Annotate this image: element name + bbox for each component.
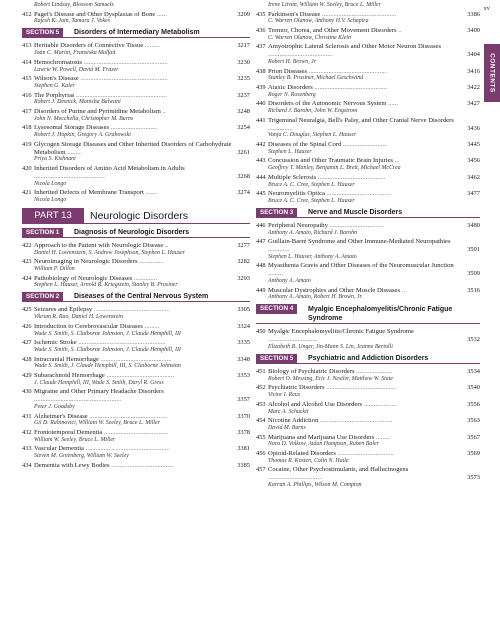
entry-page: 3237 — [237, 91, 250, 99]
section-title: Disorders of Intermediary Metabolism — [74, 29, 200, 37]
toc-entry-430[interactable]: 430 Migraine and Other Primary Headache Disorders ..................................................... 3357 Peter J. Goadsby — [22, 388, 250, 411]
entry-page: 3400 — [467, 26, 480, 34]
entry-authors: Daniel H. Lowenstein, S. Andrew Josephson, Stephen L. Hauser — [34, 249, 186, 256]
entry-authors: Anthony A. Amato — [268, 278, 311, 285]
entry-title: Pathobiology of Neurologic Diseases — [34, 274, 133, 282]
section-label: SECTION 5 — [22, 28, 63, 38]
toc-entry-416[interactable]: 416 The Porphyrias ....................................................... 3237 Robert J. Desnick, Manisha Balwani — [22, 91, 250, 106]
toc-entry-418[interactable]: 418 Lysosomal Storage Diseases ............................ 3254 Robert J. Hopkin, Gregory A. Grabowski — [22, 124, 250, 139]
entry-title: Introduction to Cerebrovascular Diseases — [34, 322, 143, 330]
section-title: Diagnosis of Neurologic Disorders — [74, 228, 190, 236]
entry-page: 3385 — [237, 461, 250, 469]
entry-title: Neuroimaging in Neurologic Disorders — [34, 258, 138, 266]
entry-title: Tremor, Chorea, and Other Movement Disorders — [268, 26, 397, 34]
entry-title: Myalgic Encephalomyelitis/Chronic Fatigue Syndrome — [268, 328, 414, 336]
toc-entry-438[interactable]: 438 Prion Diseases ............................................... 3416 Stanley B. Prusiner, Michael Geschwind — [256, 67, 480, 82]
entry-page: 3386 — [467, 10, 480, 18]
toc-entry-412[interactable]: 412 Paget's Disease and Other Dysplasias of Bone ...... 3209 Rajesh K. Jain, Tamara J. Vokes — [22, 10, 250, 25]
toc-entry-417[interactable]: 417 Disorders of Purine and Pyrimidine Metabolism .. 3248 John N. Mecchella, Christopher M. Burns — [22, 107, 250, 122]
entry-page: 3261 — [237, 148, 250, 156]
toc-entry-429[interactable]: 429 Subarachnoid Hemorrhage ......................................... 3353 J. Claude Hemphill, III, Wade S. Smith, Daryl R. Gress — [22, 372, 250, 386]
entry-title: Inherited Disorders of Amino Acid Metabolism in Adults — [34, 164, 185, 172]
toc-entry-444[interactable]: 444 Multiple Sclerosis ......................................... 3462 Bruce A. C. Cree, Stephen L. Hauser — [256, 173, 480, 188]
section-label: SECTION 4 — [256, 304, 297, 314]
entry-page: 3477 — [467, 190, 480, 198]
toc-entry-452[interactable]: 452 Psychiatric Disorders .......................................... 3540 Victor I. Reus — [256, 384, 480, 399]
toc-column-left — [22, 2, 250, 471]
entry-title: Frontotemporal Dementia — [34, 429, 103, 437]
entry-authors: Marc A. Schuckit — [268, 408, 309, 415]
entry-title: Alzheimer's Disease — [34, 412, 88, 420]
toc-entry-421[interactable]: 421 Inherited Defects of Membrane Transport ....... 3274 Nicola Longo — [22, 189, 250, 203]
entry-authors: Nora D. Volkow, Aidan Hampson, Ruben Baler — [268, 441, 379, 448]
section-header-2-central-nervous-system — [22, 292, 250, 302]
entry-title: Hemochromatosis — [34, 58, 82, 66]
toc-entry-433[interactable]: 433 Vascular Dementia ................................................... 3381 Steven M. Greenberg, William W. Seeley — [22, 445, 250, 460]
entry-page: 3569 — [467, 450, 480, 457]
section-label: SECTION 5 — [256, 354, 297, 364]
entry-page: 3324 — [237, 322, 250, 330]
part-title: Neurologic Disorders — [90, 209, 189, 222]
entry-authors: Robert H. Brown, Jr — [268, 58, 317, 65]
entry-title: Psychiatric Disorders — [268, 384, 325, 392]
entry-title: Heritable Disorders of Connective Tissue — [34, 42, 144, 50]
entry-authors: Thomas R. Kosten, Colin N. Haile — [268, 457, 349, 464]
entry-title: Trigeminal Neuralgia, Bell's Palsy, and Other Cranial Nerve Disorders — [268, 116, 454, 124]
entry-page: 3462 — [467, 173, 480, 181]
entry-page: 3357 — [237, 396, 250, 404]
entry-authors: C. Warren Olanow, Christine Klein — [268, 34, 351, 41]
toc-entry-440[interactable]: 440 Disorders of the Autonomic Nervous System ...... 3427 Richard J. Barohn, John W. Engstrom — [256, 100, 480, 115]
entry-authors: Karran A. Phillips, Wilson M. Compton — [268, 481, 362, 488]
entry-page: 3254 — [237, 124, 250, 132]
entry-title: Subarachnoid Hemorrhage — [34, 372, 105, 380]
entry-title: Approach to the Patient with Neurologic Disease — [34, 241, 164, 249]
entry-title: Vascular Dementia — [34, 445, 84, 453]
entry-authors: Anthony A. Amato, Richard J. Barohn — [268, 229, 358, 236]
entry-page: 3217 — [237, 42, 250, 50]
section-label: SECTION 3 — [256, 208, 297, 218]
entry-page: 3209 — [237, 10, 250, 18]
contents-tab-label: CONTENTS — [488, 53, 496, 93]
entry-authors: Nicola Longo — [34, 180, 67, 187]
entry-title: Disorders of Purine and Pyrimidine Metabolism — [34, 107, 161, 115]
entry-authors: Steven M. Greenberg, William W. Seeley — [34, 453, 129, 460]
entry-authors: Stephen L. Hauser — [268, 148, 312, 155]
entry-authors: Stephen G. Kaler — [34, 82, 75, 89]
entry-title: Opioid-Related Disorders — [268, 450, 336, 457]
entry-page: 3305 — [237, 306, 250, 314]
entry-page: 3456 — [467, 157, 480, 165]
entry-authors: Geoffrey T. Manley, Benjamin L. Brett, Michael McCrea — [268, 165, 401, 172]
entry-authors: Irene Litvan, William W. Seeley, Bruce L. Miller — [268, 2, 381, 8]
section-header-5-psychiatric-addiction — [256, 354, 480, 364]
entry-title: Peripheral Neuropathy — [268, 221, 328, 229]
entry-title: Paget's Disease and Other Dysplasias of Bone — [34, 10, 156, 18]
section-title: Myalgic Encephalomyelitis/Chronic Fatigue Syndrome — [308, 305, 453, 323]
section-title: Diseases of the Central Nervous System — [74, 293, 209, 301]
entry-page: 3378 — [237, 429, 250, 437]
section-header-1-diagnosis — [22, 228, 250, 238]
toc-entry-437[interactable]: 437 Amyotrophic Lateral Sclerosis and Other Motor Neuron Diseases ....................................... 3404 Robert H. Brown, Jr — [256, 43, 480, 65]
entry-page: 3563 — [467, 417, 480, 425]
entry-title: Marijuana and Marijuana Use Disorders — [268, 433, 375, 441]
entry-page: 3436 — [467, 124, 480, 132]
entry-page: 3416 — [467, 67, 480, 75]
toc-entry-431[interactable]: 431 Alzheimer's Disease ............................................... 3370 Gil D. Rabinovici, William W. Seeley, Bruce L. Miller — [22, 412, 250, 427]
entry-title: Ischemic Stroke — [34, 339, 77, 347]
section-header-5-intermediary-metabolism — [22, 28, 250, 38]
entry-page: 3293 — [237, 274, 250, 282]
entry-page: 3282 — [237, 258, 250, 266]
toc-column-right — [256, 2, 480, 491]
toc-entry-456[interactable]: 456 Opioid-Related Disorders .................................. 3569 Thomas R. Kosten, Colin N. Haile — [256, 450, 480, 464]
entry-page: 3516 — [467, 286, 480, 294]
entry-page: 3230 — [237, 58, 250, 66]
section-label: SECTION 2 — [22, 292, 63, 302]
toc-entry-419[interactable]: 419 Glycogen Storage Diseases and Other Inherited Disorders of Carbohydrate Metabolism ......... 3261 Priya S. Kishnani — [22, 140, 250, 163]
entry-authors: William W. Seeley, Bruce L. Miller — [34, 436, 116, 443]
entry-authors: Peter J. Goadsby — [34, 404, 75, 411]
entry-page: 3573 — [467, 474, 480, 482]
toc-entry-442[interactable]: 442 Diseases of the Spinal Cord ........................... 3445 Stephen L. Hauser — [256, 140, 480, 155]
entry-page: 3370 — [237, 412, 250, 420]
entry-authors: Wade S. Smith, S. Claiborne Johnston, J. Claude Hemphill, III — [34, 330, 181, 337]
entry-title: Amyotrophic Lateral Sclerosis and Other Motor Neuron Diseases — [268, 43, 442, 51]
entry-title: Migraine and Other Primary Headache Disorders — [34, 388, 164, 396]
toc-entry-414[interactable]: 414 Hemochromatosis ................................................... 3230 Lawrie W. Powell, David M. Frazer — [22, 58, 250, 73]
entry-authors: Robert J. Hopkin, Gregory A. Grabowski — [34, 132, 131, 139]
toc-entry-443[interactable]: 443 Concussion and Other Traumatic Brain Injuries .. 3456 Geoffrey T. Manley, Benjamin L. Brett, Michael McCrea — [256, 157, 480, 172]
entry-title: Multiple Sclerosis — [268, 173, 317, 181]
toc-entry-415[interactable]: 415 Wilson's Disease ..................................................... 3235 Stephen G. Kaler — [22, 75, 250, 89]
contents-side-tab[interactable] — [484, 44, 500, 102]
entry-authors: David M. Burns — [268, 425, 306, 432]
section-header-3-nerve-muscle — [256, 208, 480, 218]
entry-authors: William P. Dillon — [34, 266, 75, 273]
entry-title: Ataxic Disorders — [268, 83, 313, 91]
toc-entry-446[interactable]: 446 Peripheral Neuropathy ................................. 3480 Anthony A. Amato, Richard J. Barohn — [256, 221, 480, 236]
toc-entry-425[interactable]: 425 Seizures and Epilepsy .............................................. 3305 Vikram R. Rao, Daniel H. Lowenstein — [22, 306, 250, 321]
toc-entry-451[interactable]: 451 Biology of Psychiatric Disorders ...................... 3534 Robert O. Messing, Eric J. Nestler, Matthew W. State — [256, 368, 480, 382]
entry-authors: Stephen L. Hauser, Arnold R. Kriegstein, Stanley B. Prusiner — [34, 282, 178, 289]
entry-title: Muscular Dystrophies and Other Muscle Diseases — [268, 286, 401, 294]
entry-page: 3427 — [467, 100, 480, 108]
entry-page: 3335 — [237, 339, 250, 347]
entry-title: Alcohol and Alcohol Use Disorders — [268, 400, 363, 408]
toc-entry-450[interactable]: 450 Myalgic Encephalomyelitis/Chronic Fatigue Syndrome .............................. 3532 Elizabeth R. Unger, Jin-Mann S. Lin, Jeanne Bertolli — [256, 328, 480, 351]
entry-title: Seizures and Epilepsy — [34, 306, 93, 314]
toc-entry-448[interactable]: 448 Myasthenia Gravis and Other Diseases of the Neuromuscular Junction ......... 3509 Anthony A. Amato — [256, 262, 480, 285]
toc-entry-424[interactable]: 424 Pathobiology of Neurologic Diseases .............. 3293 Stephen L. Hauser, Arnold R. Kriegstein, Stanley B. Prusiner — [22, 274, 250, 289]
toc-entry-439[interactable]: 439 Ataxic Disorders ............................................ 3422 Roger N. Rosenberg — [256, 83, 480, 98]
entry-page: 3532 — [467, 336, 480, 344]
toc-entry-413[interactable]: 413 Heritable Disorders of Connective Tissue ......... 3217 Joan C. Marini, Fransiska Malfait — [22, 42, 250, 57]
section-header-4-mecfs — [256, 304, 480, 324]
section-title: Nerve and Muscle Disorders — [308, 208, 403, 216]
toc-entry-432[interactable]: 432 Frontotemporal Dementia ....................................... 3378 William W. Seeley, Bruce L. Miller — [22, 429, 250, 443]
entry-title: Guillain-Barré Syndrome and Other Immune-Mediated Neuropathies — [268, 238, 451, 246]
part-label: PART 13 — [22, 208, 84, 224]
entry-authors: Wade S. Smith, S. Claiborne Johnston, J. Claude Hemphill, III — [34, 347, 181, 354]
entry-title: Cocaine, Other Psychostimulants, and Hallucinogens — [268, 466, 409, 474]
entry-page: 3248 — [237, 107, 250, 115]
entry-authors: Roger N. Rosenberg — [268, 91, 316, 98]
entry-page: 3480 — [467, 221, 480, 229]
entry-authors: Victor I. Reus — [268, 392, 301, 399]
entry-page: 3274 — [237, 189, 250, 197]
entry-authors: Anthony A. Amato, Robert H. Brown, Jr. — [268, 294, 363, 301]
entry-page: 3404 — [467, 51, 480, 59]
entry-authors: Wade S. Smith, J. Claude Hemphill, III, S. Claiborne Johnston — [34, 363, 181, 370]
entry-title: Diseases of the Spinal Cord — [268, 140, 342, 148]
toc-entry-457[interactable]: 457 Cocaine, Other Psychostimulants, and Hallucinogens ................................. 3573 Karran A. Phillips, Wilson M. Compton — [256, 466, 480, 488]
entry-authors: Bruce A. C. Cree, Stephen L. Hauser — [268, 181, 355, 188]
entry-authors: Priya S. Kishnani — [34, 156, 76, 163]
entry-page: 3268 — [237, 172, 250, 180]
toc-entry-434[interactable]: 434 Dementia with Lewy Bodies ...................................... 3385 — [22, 461, 250, 469]
entry-page: 3567 — [467, 433, 480, 441]
entry-title: Concussion and Other Traumatic Brain Injuries — [268, 157, 394, 165]
entry-page: 3540 — [467, 384, 480, 392]
section-title: Psychiatric and Addiction Disorders — [308, 355, 429, 363]
entry-authors: Gil D. Rabinovici, William W. Seeley, Bruce L. Miller — [34, 420, 160, 427]
entry-authors: Joan C. Marini, Fransiska Malfait — [34, 50, 116, 57]
entry-authors: Stanley B. Prusiner, Michael Geschwind — [268, 75, 364, 82]
entry-title: Prion Diseases — [268, 67, 308, 75]
entry-title: Intracranial Hemorrhage — [34, 355, 99, 363]
toc-entry-445[interactable]: 445 Neuromyelitis Optica ....................................... 3477 Bruce A. C. Cree, Stephen L. Hauser — [256, 190, 480, 204]
toc-entry-423[interactable]: 423 Neuroimaging in Neurologic Disorders ............... 3282 William P. Dillon — [22, 258, 250, 273]
entry-authors: J. Claude Hemphill, III, Wade S. Smith, Daryl R. Gress — [34, 379, 164, 386]
entry-title: Nicotine Addiction — [268, 417, 319, 425]
toc-entry-428[interactable]: 428 Intracranial Hemorrhage ........................................... 3348 Wade S. Smith, J. Claude Hemphill, III, S. Claiborne Johnston — [22, 355, 250, 370]
toc-entry-426[interactable]: 426 Introduction to Cerebrovascular Diseases ......... 3324 Wade S. Smith, S. Claiborne Johnston, J. Claude Hemphill, III — [22, 322, 250, 337]
toc-entry-447[interactable]: 447 Guillain-Barré Syndrome and Other Immune-Mediated Neuropathies ............. 3501 Stephen L. Hauser, Anthony A. Amato — [256, 238, 480, 260]
toc-entry-441[interactable]: 441 Trigeminal Neuralgia, Bell's Palsy, and Other Cranial Nerve Disorders ............... 3436 Vanja C. Douglas, Stephen L. Hauser — [256, 116, 480, 139]
toc-entry-422[interactable]: 422 Approach to the Patient with Neurologic Disease .. 3277 Daniel H. Lowenstein, S. Andrew Josephson, Stephen L. Hauser — [22, 241, 250, 256]
entry-page: 3353 — [237, 372, 250, 380]
entry-authors: Nicola Longo — [34, 196, 67, 203]
entry-title: Neuromyelitis Optica — [268, 190, 325, 198]
entry-page: 3534 — [467, 368, 480, 376]
entry-title: Parkinson's Disease — [268, 10, 321, 18]
entry-page: 3381 — [237, 445, 250, 453]
entry-title: The Porphyrias — [34, 91, 75, 99]
entry-authors: Vanja C. Douglas, Stephen L. Hauser — [268, 132, 357, 139]
entry-title: Dementia with Lewy Bodies — [34, 461, 110, 469]
entry-authors: John N. Mecchella, Christopher M. Burns — [34, 115, 134, 122]
entry-authors: Richard J. Barohn, John W. Engstrom — [268, 108, 358, 115]
toc-entry-420[interactable]: 420 Inherited Disorders of Amino Acid Metabolism in Adults ........................................... 3268 Nicola Longo — [22, 164, 250, 187]
entry-title: Myasthenia Gravis and Other Diseases of the Neuromuscular Junction — [268, 262, 454, 270]
entry-page: 3348 — [237, 355, 250, 363]
entry-authors: Stephen L. Hauser, Anthony A. Amato — [268, 253, 357, 260]
entry-authors: Bruce A. C. Cree, Stephen L. Hauser — [268, 197, 355, 204]
entry-title: Wilson's Disease — [34, 75, 79, 83]
toc-entry-427[interactable]: 427 Ischemic Stroke ..................................................... 3335 Wade S. Smith, S. Claiborne Johnston, J. Claude Hemphill, III — [22, 339, 250, 354]
part-header-13-neurologic-disorders — [22, 208, 250, 224]
entry-authors: Robert J. Desnick, Manisha Balwani — [34, 99, 121, 106]
entry-authors: Rajesh K. Jain, Tamara J. Vokes — [34, 18, 111, 25]
entry-title: Lysosomal Storage Diseases — [34, 124, 110, 132]
toc-entry-436[interactable]: 436 Tremor, Chorea, and Other Movement Disorders .. 3400 C. Warren Olanow, Christine Klein — [256, 26, 480, 41]
toc-entry-435[interactable]: 435 Parkinson's Disease ............................................. 3386 C. Warren Olanow, Anthony H.V. Schapira — [256, 10, 480, 25]
toc-entry-453[interactable]: 453 Alcohol and Alcohol Use Disorders .................... 3556 Marc A. Schuckit — [256, 400, 480, 415]
entry-title: Disorders of the Autonomic Nervous System — [268, 100, 387, 108]
entry-authors: Lawrie W. Powell, David M. Frazer — [34, 66, 119, 73]
entry-page: 3422 — [467, 83, 480, 91]
entry-page: 3445 — [467, 140, 480, 148]
entry-authors: Robert Lindsay, Blossom Samuels — [34, 2, 114, 8]
entry-title: Glycogen Storage Diseases and Other Inherited Disorders of Carbohydrate Metabolism — [34, 140, 232, 156]
page-number: xv — [483, 5, 490, 12]
toc-entry-454[interactable]: 454 Nicotine Addiction ............................................ 3563 David M. Burns — [256, 417, 480, 432]
toc-entry-455[interactable]: 455 Marijuana and Marijuana Use Disorders ......... 3567 Nora D. Volkow, Aidan Hampson, Ruben Baler — [256, 433, 480, 448]
entry-authors: Robert O. Messing, Eric J. Nestler, Matthew W. State — [268, 375, 393, 382]
entry-page: 3556 — [467, 400, 480, 408]
toc-entry-449[interactable]: 449 Muscular Dystrophies and Other Muscle Diseases .. 3516 Anthony A. Amato, Robert H. Brown, Jr. — [256, 286, 480, 301]
entry-authors: Elizabeth R. Unger, Jin-Mann S. Lin, Jeanne Bertolli — [268, 344, 393, 351]
section-label: SECTION 1 — [22, 228, 63, 238]
entry-title: Inherited Defects of Membrane Transport — [34, 189, 144, 197]
entry-page: 3235 — [237, 75, 250, 83]
entry-page: 3501 — [467, 246, 480, 254]
entry-title: Biology of Psychiatric Disorders — [268, 368, 355, 376]
entry-authors: C. Warren Olanow, Anthony H.V. Schapira — [268, 18, 369, 25]
entry-page: 3509 — [467, 270, 480, 278]
entry-authors: Vikram R. Rao, Daniel H. Lowenstein — [34, 314, 123, 321]
entry-page: 3277 — [237, 241, 250, 249]
